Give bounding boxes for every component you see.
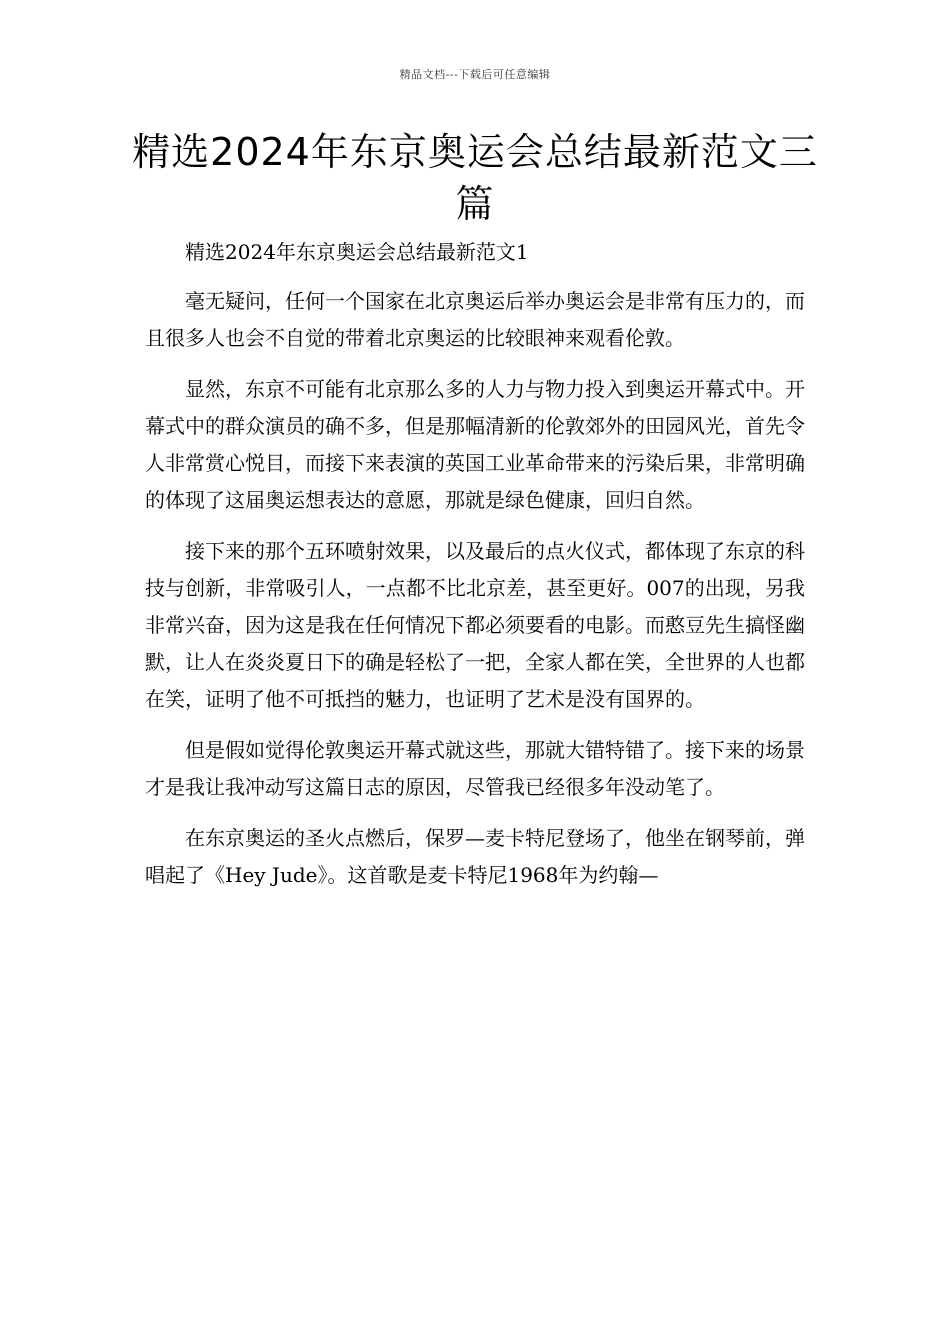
header-note: 精品文档---下载后可任意编辑 <box>399 68 551 81</box>
document-body <box>145 234 805 908</box>
paragraph-3: 接下来的那个五环喷射效果，以及最后的点火仪式，都体现了东京的科技与创新，非常吸引人，一点都不比北京差，甚至更好。007的出现，另我非常兴奋，因为这是我在任何情况下都必须要看的电影。而憨豆先生搞怪幽默，让人在炎炎夏日下的确是轻松了一把，全家人都在笑，全世界的人也都在笑，证明了他不可抵挡的魅力，也证明了艺术是没有国界的。 <box>145 539 805 711</box>
paragraph-4: 但是假如觉得伦敦奥运开幕式就这些，那就大错特错了。接下来的场景才是我让我冲动写这篇日志的原因，尽管我已经很多年没动笔了。 <box>145 738 805 799</box>
document-title: 精选2024年东京奥运会总结最新范文三篇 <box>132 130 818 226</box>
paragraph-5: 在东京奥运的圣火点燃后，保罗—麦卡特尼登场了，他坐在钢琴前，弹唱起了《Hey Jude》。这首歌是麦卡特尼1968年为约翰— <box>145 826 805 887</box>
paragraph-1: 毫无疑问，任何一个国家在北京奥运后举办奥运会是非常有压力的，而且很多人也会不自觉的带着北京奥运的比较眼神来观看伦敦。 <box>145 289 805 350</box>
paragraph-2: 显然，东京不可能有北京那么多的人力与物力投入到奥运开幕式中。开幕式中的群众演员的确不多，但是那幅清新的伦敦郊外的田园风光，首先令人非常赏心悦目，而接下来表演的英国工业革命带来的污染后果，非常明确的体现了这届奥运想表达的意愿，那就是绿色健康，回归自然。 <box>145 377 805 512</box>
section-subtitle: 精选2024年东京奥运会总结最新范文1 <box>185 240 529 264</box>
